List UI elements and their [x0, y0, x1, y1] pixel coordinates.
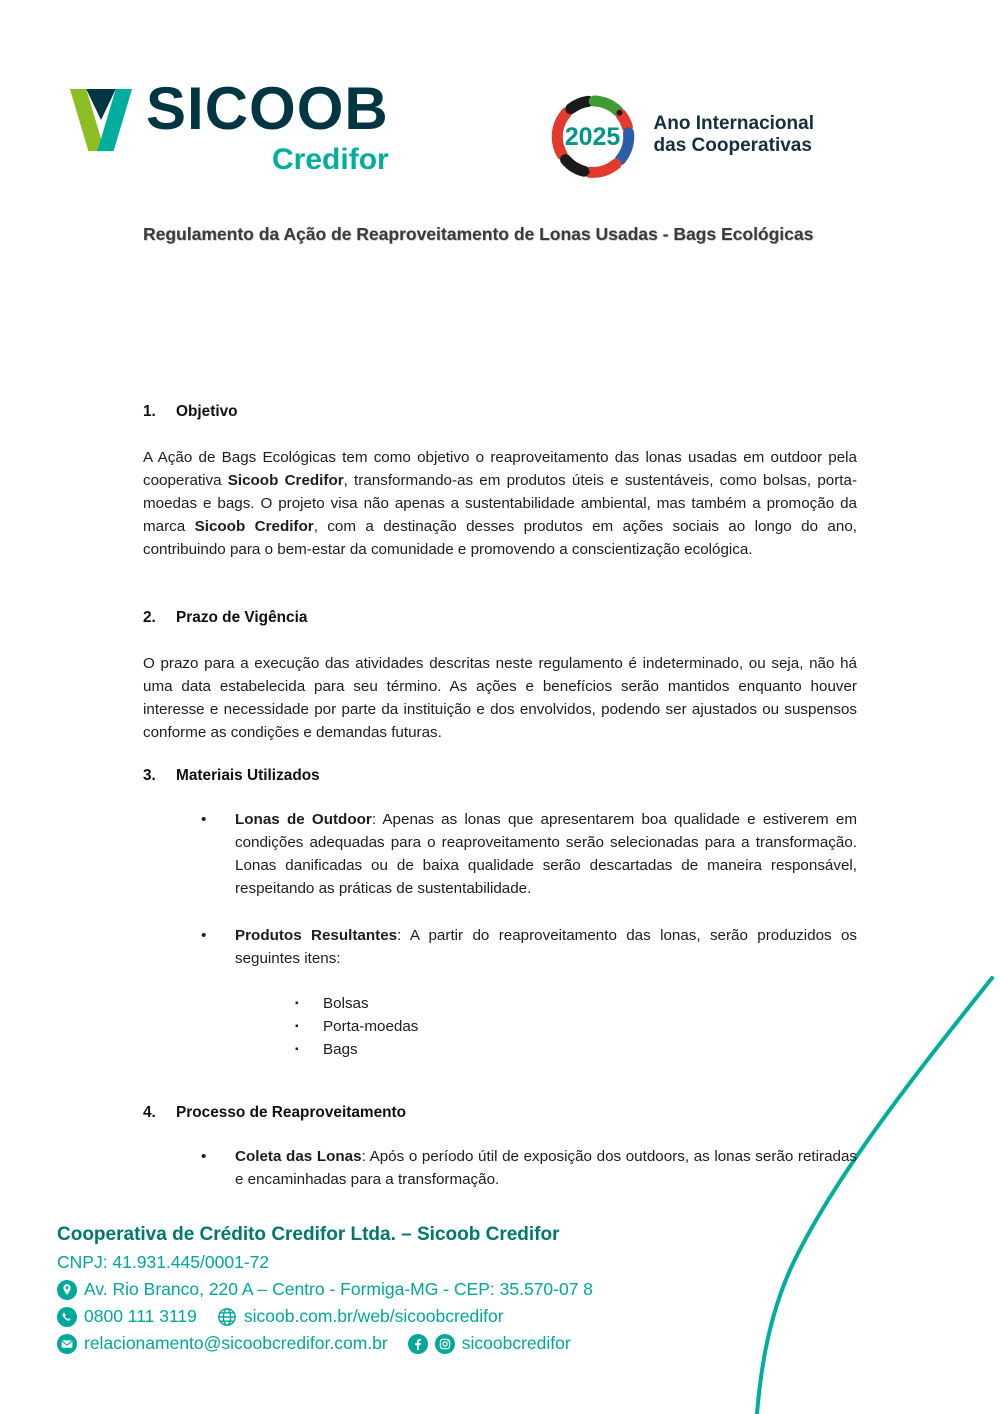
page-header [64, 72, 942, 188]
email-address: relacionamento@sicoobcredifor.com.br [84, 1333, 388, 1353]
badge-caption-line2: das Cooperativas [653, 135, 812, 156]
section-heading-objetivo [143, 402, 857, 421]
social-handle: sicoobcredifor [461, 1333, 571, 1353]
globe-icon [217, 1307, 237, 1327]
website-url: sicoob.com.br/web/sicoobcredifor [243, 1306, 504, 1326]
company-name: Cooperativa de Crédito Credifor Ltda. – Sicoob Credifor [57, 1224, 560, 1245]
square-bullet: ▪ [295, 1021, 299, 1032]
list-item: ▪ Bolsas [143, 992, 857, 1015]
envelope-icon [57, 1334, 77, 1354]
section-title: Prazo de Vigência [176, 609, 308, 626]
square-bullet: ▪ [295, 998, 299, 1009]
sub-bullet-list [143, 992, 857, 1061]
section-heading-materiais [143, 766, 857, 785]
facebook-icon [408, 1334, 428, 1354]
document-footer [57, 1222, 817, 1354]
bullet-produtos-resultantes: • Produtos Resultantes: A partir do reaproveitamento das lonas, serão produzidos os seguintes itens: [143, 924, 857, 970]
section-title: Processo de Reaproveitamento [176, 1104, 407, 1121]
section-number: 3. [143, 767, 156, 784]
section-title: Materiais Utilizados [176, 767, 320, 784]
section-number: 2. [143, 609, 156, 626]
document-body [143, 402, 857, 1191]
badge-year: 2025 [564, 122, 621, 151]
instagram-icon [435, 1334, 455, 1354]
list-item: ▪ Bags [143, 1038, 857, 1061]
company-cnpj: CNPJ: 41.931.445/0001-72 [57, 1252, 270, 1272]
phone-website-line [57, 1306, 817, 1327]
badge-caption-line1: Ano Internacional [653, 112, 814, 134]
paragraph-objetivo: A Ação de Bags Ecológicas tem como objetivo o reaproveitamento das lonas usadas em outdoor pela cooperativa Sicoob Credifor, transformando-as em produtos úteis e sustentáveis, como bolsas, porta-moedas e bags. O projeto visa não apenas a sustentabilidade ambiental, mas também a promoção da marca Sicoob Credifor, com a destinação desses produtos em ações sociais ao longo do ano, contribuindo para o bem-estar da comunidade e promovendo a conscientização ecológica. [143, 449, 857, 558]
document-title: Regulamento da Ação de Reaproveitamento de Lonas Usadas - Bags Ecológicas [143, 224, 814, 244]
section-number: 4. [143, 1104, 156, 1121]
brand-name: SICOOB [146, 75, 389, 142]
pin-icon [57, 1280, 77, 1300]
paragraph-prazo: O prazo para a execução das atividades descritas neste regulamento é indeterminado, ou seja, não há uma data estabelecida para seu término. As ações e benefícios serão mantidos enquanto houver interesse e necessidade por parte da instituição e dos envolvidos, podendo ser ajustados ou suspensos conforme as condições e demandas futuras. [143, 655, 857, 741]
bullet-dot: • [201, 927, 207, 944]
address-line [57, 1279, 817, 1300]
section-heading-processo [143, 1103, 857, 1122]
email-social-line [57, 1333, 817, 1354]
bullet-coleta-lonas: • Coleta das Lonas: Após o período útil de exposição dos outdoors, as lonas serão retiradas e encaminhadas para a transformação. [143, 1145, 857, 1191]
sicoob-logo [64, 72, 389, 177]
section-heading-prazo [143, 608, 857, 627]
bullet-lonas-outdoor: • Lonas de Outdoor: Apenas as lonas que apresentarem boa qualidade e estiverem em condições adequadas para o reaproveitamento serão selecionadas para a transformação. Lonas danificadas ou de baixa qualidade serão descartadas de maneira responsável, respeitando as práticas de sustentabilidade. [143, 808, 857, 900]
brand-subname: Credifor [272, 143, 389, 176]
section-number: 1. [143, 403, 156, 420]
coop-2025-badge [542, 82, 814, 188]
section-title: Objetivo [176, 403, 238, 420]
badge-caption [654, 113, 814, 158]
sicoob-wordmark [146, 72, 389, 177]
bullet-dot: • [201, 811, 207, 828]
list-item: ▪ Porta-moedas [143, 1015, 857, 1038]
coop-2025-ring-icon [542, 82, 644, 188]
square-bullet: ▪ [295, 1044, 299, 1055]
phone-number: 0800 111 3119 [84, 1306, 197, 1326]
address-text: Av. Rio Branco, 220 A – Centro - Formiga-MG - CEP: 35.570-07 8 [84, 1279, 594, 1299]
bullet-dot: • [201, 1148, 207, 1165]
sicoob-logo-icon [64, 72, 138, 174]
phone-icon [57, 1307, 77, 1327]
